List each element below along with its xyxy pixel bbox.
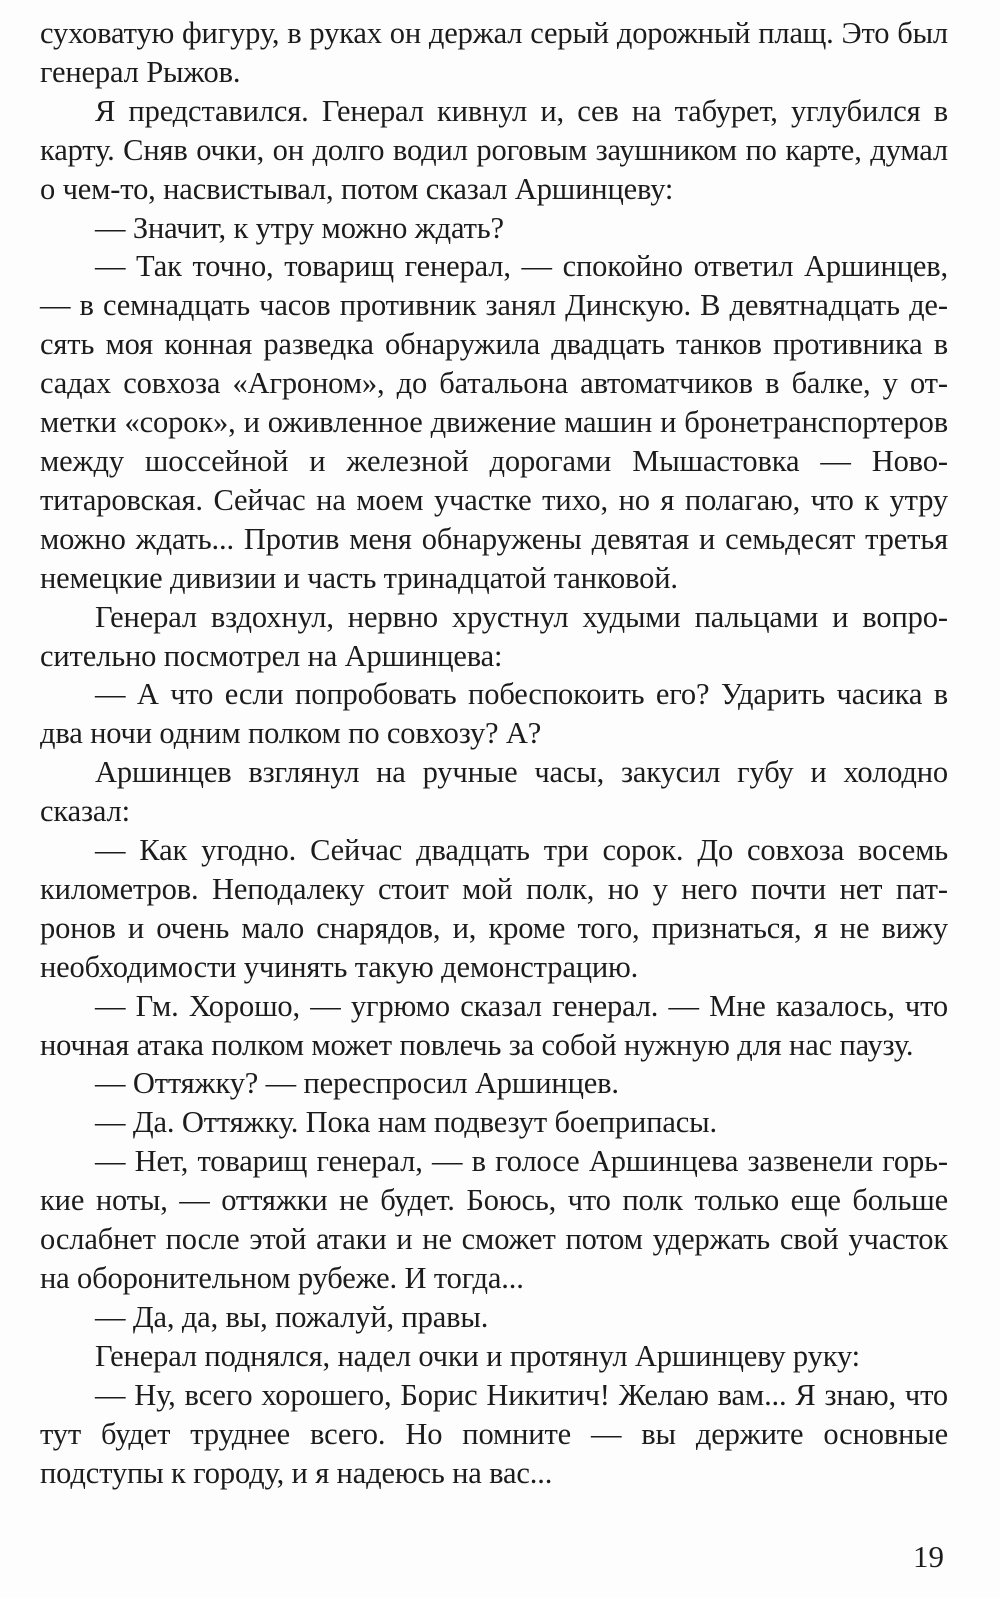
paragraph: — Ну, всего хорошего, Борис Никитич! Желаю вам... Я знаю, что тут будет труднее всего. Но помните — вы держите основные подступы к городу, и я надеюсь на вас... (40, 1377, 948, 1490)
page-number: 19 (913, 1539, 944, 1574)
paragraph: — Да. Оттяжку. Пока нам подвезут боеприпасы. (95, 1105, 717, 1140)
paragraph: — А что если попробовать побеспокоить его? Ударить часика в два ночи одним полком по совхозу? А? (40, 677, 948, 751)
paragraph: Аршинцев взглянул на ручные часы, закусил губу и холодно сказал: (40, 755, 948, 829)
paragraph: Генерал вздохнул, нервно хрустнул худыми пальцами и вопросительно посмотрел на Аршинцева: (40, 599, 948, 673)
paragraph: — Как угодно. Сейчас двадцать три сорок. До совхоза восемь километров. Неподалеку стоит мой полк, но у него почти нет патронов и очень мало снарядов, и, кроме того, признаться, я не вижу необходимости учинять такую демонстрацию. (40, 833, 948, 984)
paragraph: — Гм. Хорошо, — угрюмо сказал генерал. — Мне казалось, что ночная атака полком может повлечь за собой нужную для нас паузу. (40, 988, 948, 1062)
paragraph: Генерал поднялся, надел очки и протянул Аршинцеву руку: (95, 1338, 860, 1373)
paragraph: — Нет, товарищ генерал, — в голосе Аршинцева зазвенели горькие ноты, — оттяжки не будет. Боюсь, что полк только еще больше ослабнет после этой атаки и не сможет потом удержать свой участок на оборонительном рубеже. И тогда... (40, 1144, 948, 1295)
paragraph: — Так точно, товарищ генерал, — спокойно ответил Аршинцев, — в семнадцать часов противник занял Динскую. В девятнадцать десять моя конная разведка обнаружила двадцать танков противника в садах совхоза «Агроном», до батальона автоматчиков в балке, у отметки «сорок», и оживленное движение машин и бронетранспортеров между шоссейной и железной дорогами Мышастовка — Новотитаровская. Сейчас на моем участке тихо, но я полагаю, что к утру можно ждать... Против меня обнаружены девятая и семьдесят третья немецкие дивизии и часть тринадцатой танковой. (40, 249, 948, 595)
paragraph: — Да, да, вы, пожалуй, правы. (95, 1299, 489, 1334)
paragraph: — Значит, к утру можно ждать? (95, 210, 504, 245)
body-text (40, 14, 948, 1492)
paragraph: — Оттяжку? — переспросил Аршинцев. (95, 1066, 619, 1101)
paragraph: Я представился. Генерал кивнул и, сев на табурет, углубился в карту. Сняв очки, он долго водил роговым заушником по карте, думал о чем-то, насвистывал, потом сказал Аршинцеву: (40, 93, 948, 206)
paragraph: суховатую фигуру, в руках он держал серый дорожный плащ. Это был генерал Рыжов. (40, 16, 948, 89)
